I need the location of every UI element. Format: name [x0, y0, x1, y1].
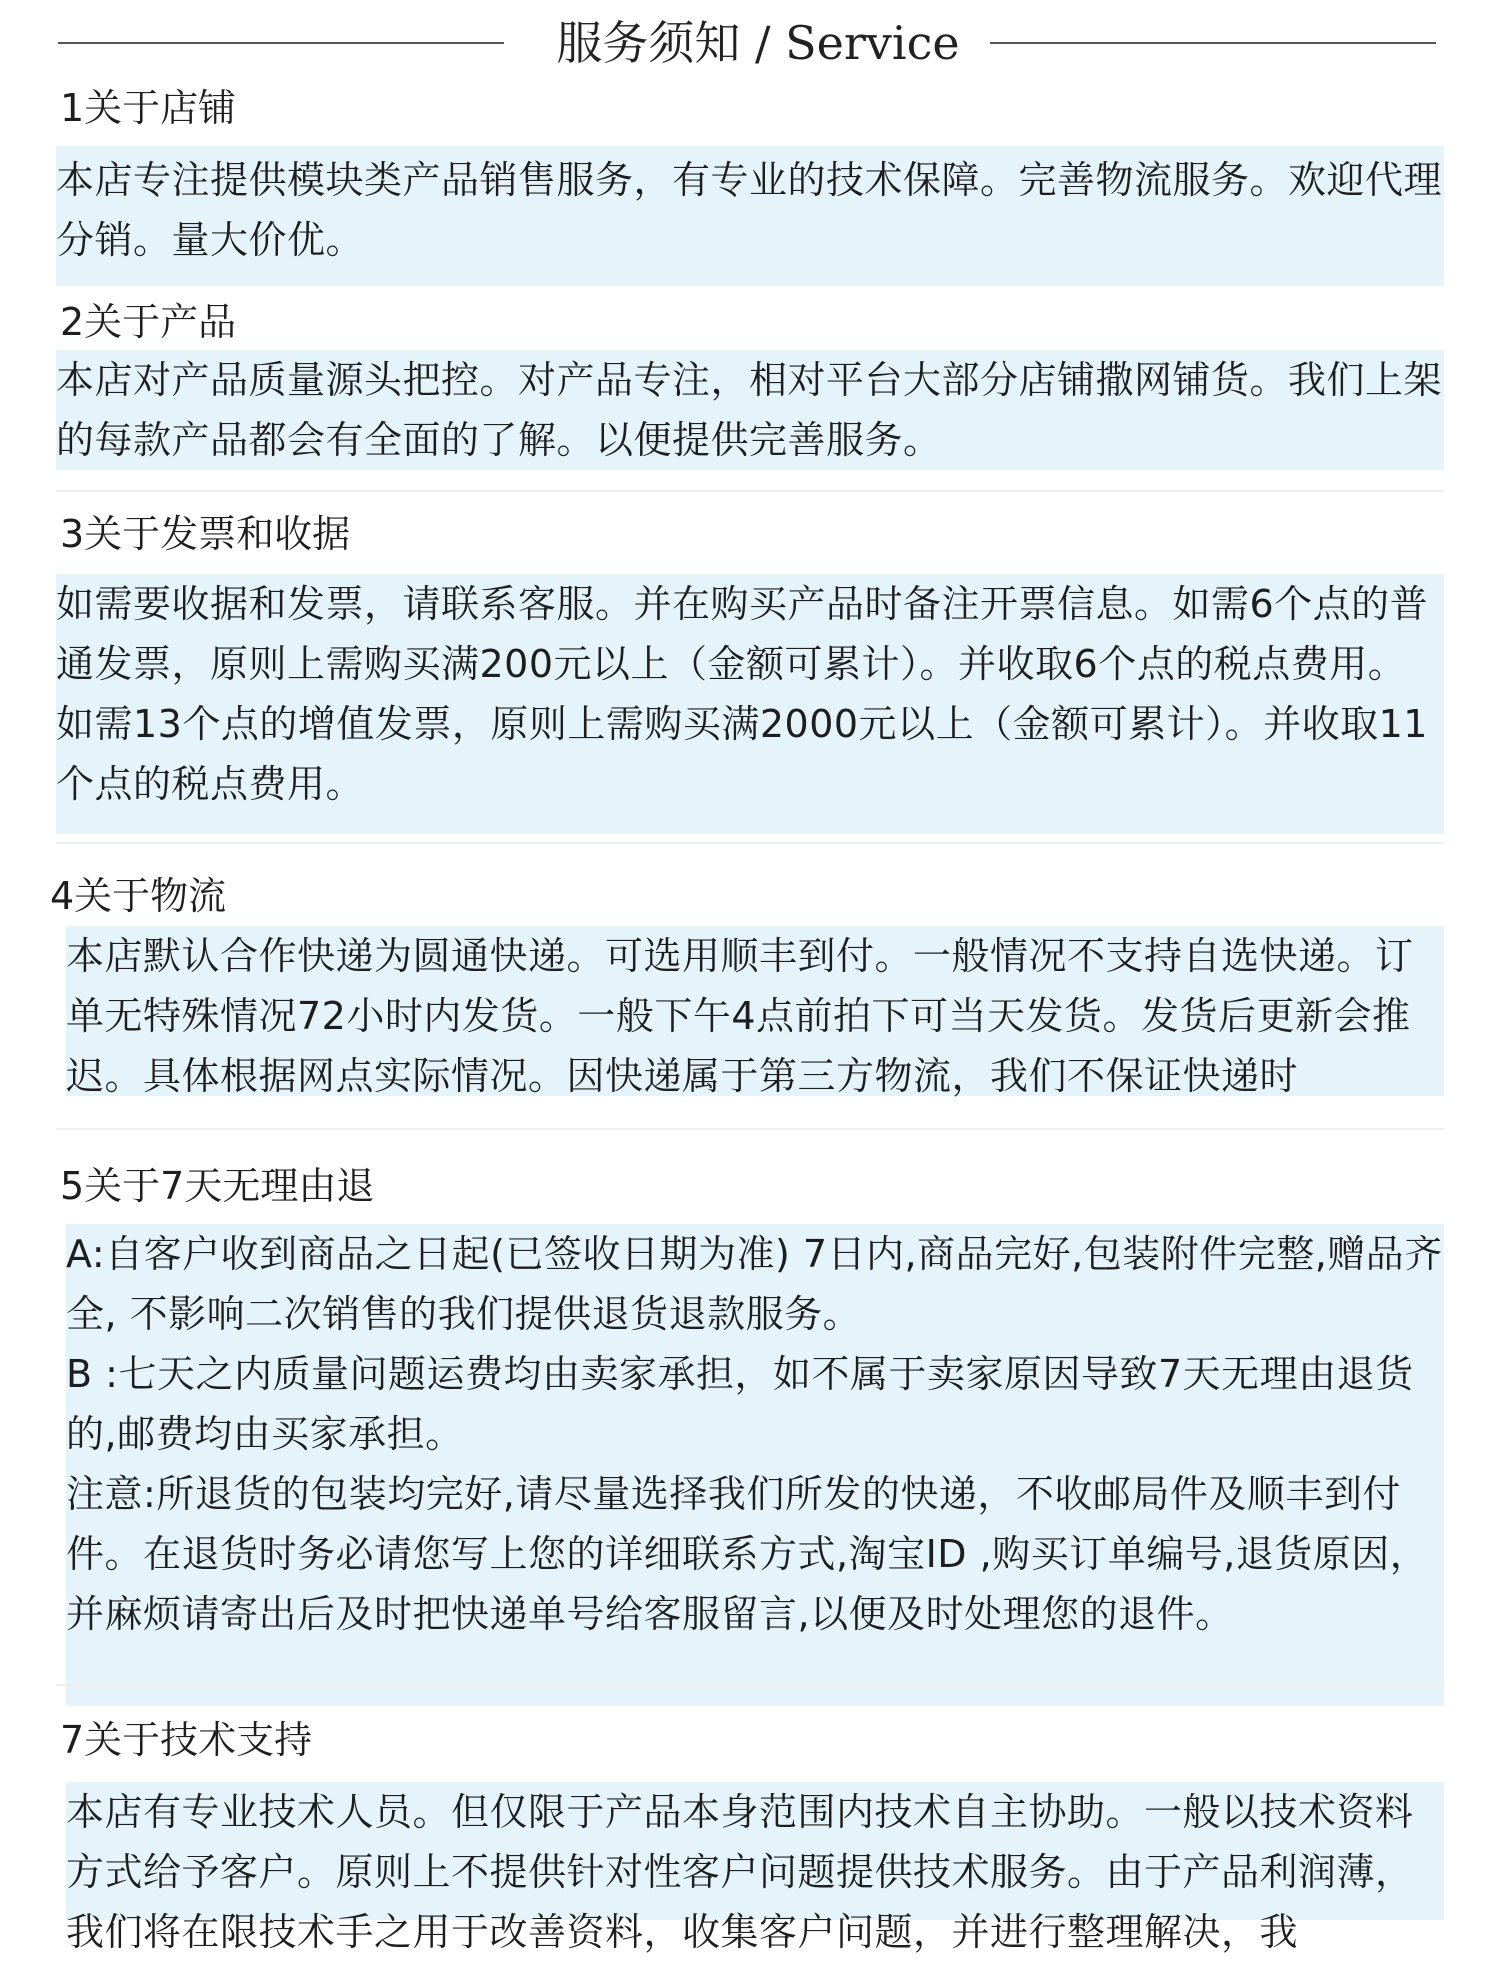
section-7-body	[66, 1782, 1444, 1954]
header-rule-right	[990, 42, 1436, 44]
section-7-title: 7关于技术支持	[60, 1718, 313, 1762]
section-4-body	[66, 926, 1444, 1096]
section-3-title: 3关于发票和收据	[60, 512, 351, 556]
section-1-title: 1关于店铺	[60, 86, 237, 130]
section-2-body	[56, 350, 1444, 470]
section-5-paragraph-b: B :七天之内质量问题运费均由卖家承担，如不属于卖家原因导致7天无理由退货的,邮费均由买家承担。	[66, 1352, 1414, 1456]
section-4-paragraph: 本店默认合作快递为圆通快递。可选用顺丰到付。一般情况不支持自选快递。订单无特殊情况72小时内发货。一般下午4点前拍下可当天发货。发货后更新会推迟。具体根据网点实际情况。因快递属于第三方物流，我们不保证快递时	[66, 934, 1414, 1098]
section-2-paragraph: 本店对产品质量源头把控。对产品专注，相对平台大部分店铺撒网铺货。我们上架的每款产品都会有全面的了解。以便提供完善服务。	[56, 358, 1443, 462]
section-7-paragraph: 本店有专业技术人员。但仅限于产品本身范围内技术自主协助。一般以技术资料方式给予客户。原则上不提供针对性客户问题提供技术服务。由于产品利润薄，我们将在限技术手之用于改善资料，收集客户问题，并进行整理解决，我	[66, 1790, 1414, 1954]
page-title: 服务须知 / Service	[556, 16, 960, 70]
section-2-title: 2关于产品	[60, 300, 237, 344]
divider	[56, 842, 1444, 844]
header-rule-left	[58, 42, 504, 44]
section-1-paragraph: 本店专注提供模块类产品销售服务，有专业的技术保障。完善物流服务。欢迎代理分销。量大价优。	[56, 158, 1443, 262]
section-4-title: 4关于物流	[50, 874, 227, 918]
section-5-note: 注意:所退货的包装均完好,请尽量选择我们所发的快递，不收邮局件及顺丰到付件。在退货时务必请您写上您的详细联系方式,淘宝ID ,购买订单编号,退货原因，并麻烦请寄出后及时把快递单号给客服留言,以便及时处理您的退件。	[66, 1472, 1429, 1636]
page-header	[58, 10, 1436, 90]
section-5-body	[66, 1224, 1444, 1706]
divider	[56, 490, 1444, 492]
section-3-paragraph: 如需要收据和发票，请联系客服。并在购买产品时备注开票信息。如需6个点的普通发票，原则上需购买满200元以上（金额可累计）。并收取6个点的税点费用。如需13个点的增值发票，原则上需购买满2000元以上（金额可累计）。并收取11个点的税点费用。	[56, 582, 1429, 806]
section-3-body	[56, 574, 1444, 834]
section-5-title: 5关于7天无理由退	[60, 1164, 375, 1208]
section-5-paragraph-a: A:自客户收到商品之日起(已签收日期为准) 7日内,商品完好,包装附件完整,赠品齐全, 不影响二次销售的我们提供退货退款服务。	[66, 1232, 1443, 1336]
divider	[56, 1128, 1444, 1130]
section-1-body	[56, 146, 1444, 286]
divider	[56, 1684, 1444, 1686]
